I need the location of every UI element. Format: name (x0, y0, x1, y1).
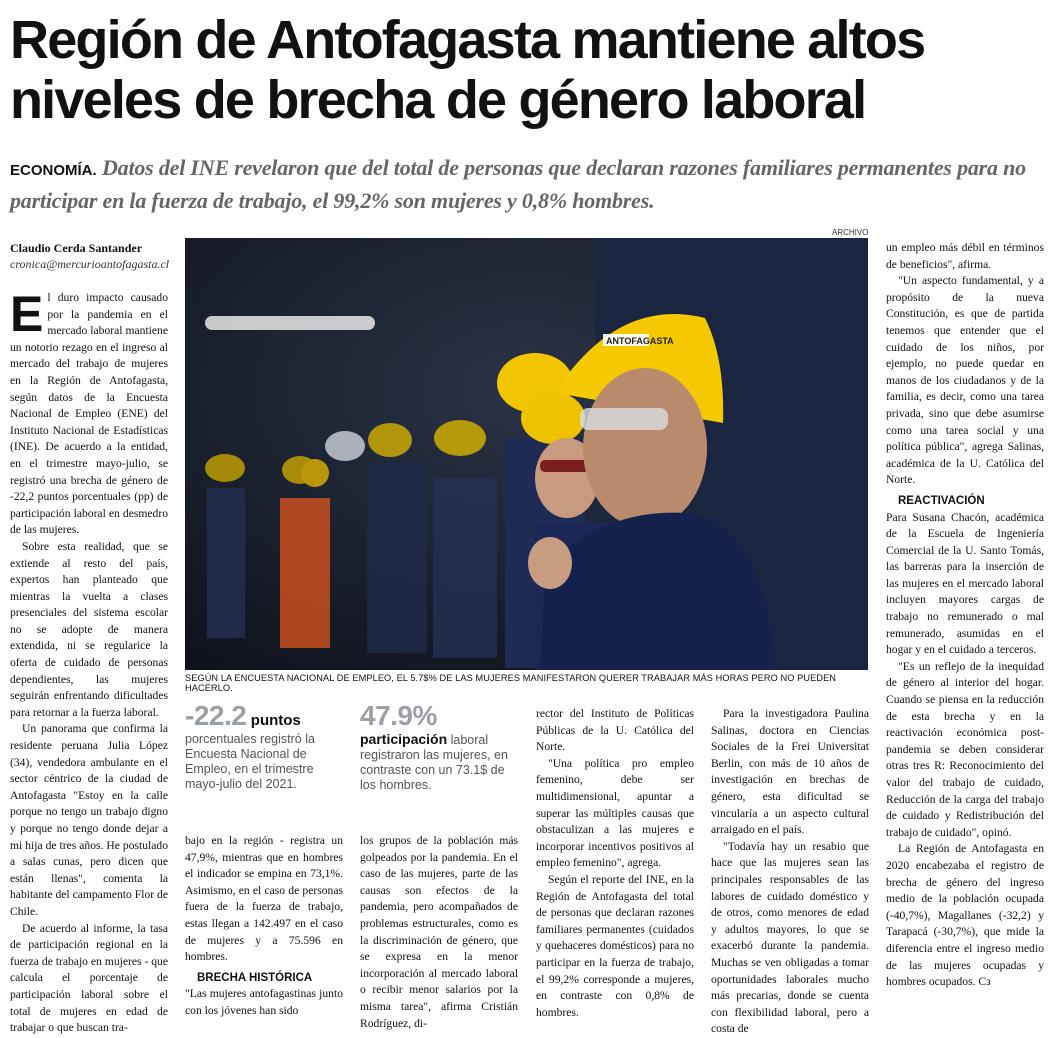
drop-cap: E (10, 286, 44, 342)
lead-paragraph (10, 153, 1045, 216)
col4-paragraph-3: Según el reporte del INE, en la Región de Antofagasta del total de personas que declaran razones familiares permanentes (cuidados y quehaceres domésticos) para no participar en la fuerza de trabajo, el 99,2% corresponde a mujeres, en contraste con 0,8% de hombres. (536, 872, 694, 1019)
stat-1-unit: puntos (250, 712, 301, 729)
stat-2-unit: participación (360, 731, 448, 747)
stat-2-description: laboral registraron las mujeres, en contraste con un 73.1$ de los hombres. (360, 733, 508, 792)
col6-paragraph-1: un empleo más débil en términos de beneficios", afirma. (886, 241, 1044, 271)
col2-paragraph-2: "Las mujeres antofagastinas junto con los jóvenes han sido (185, 987, 343, 1017)
headline: Región de Antofagasta mantiene altos niveles de brecha de género laboral (10, 10, 925, 130)
stat-box-2 (360, 700, 520, 793)
col6-paragraph-4: "Es un reflejo de la inequidad de género al interior del hogar. Cuando se piensa en la reducción de esta brecha y en la reactivación económica post-pandemia se deben considerar otras tres R: Reconocimiento del valor del trabajo de cuidado, Reducción de la carga del trabajo de cuidado y Redistribución del trabajo de cuidado", opinó. (886, 659, 1044, 839)
col6-paragraph-2: "Un aspecto fundamental, y a propósito de la nueva Constitución, es que de partida tenemos que entender que el cuidado de los niños, por ejemplo, no puede quedar en manos de los ciudadanos y de la familia, es decir, como una tarea privada, sino que debe asumirse como una tarea social y una política pública", agrega Salinas, académica de la U. Católica del Norte. (886, 274, 1044, 487)
stat-1-value: -22.2 (185, 700, 247, 731)
byline (10, 240, 169, 272)
col5-paragraph-1: Para la investigadora Paulina Salinas, doctora en Ciencias Sociales de la Frei Universitat Berlin, con más de 10 años de investigación en brechas de género, esta dificultad se vincularía a un aspecto cultural arraigado en el país. (711, 707, 869, 837)
col1-paragraph-4: De acuerdo al informe, la tasa de participación regional en la fuerza de trabajo en mujeres - que calcula el porcentaje de participación laboral sobre el total de mujeres en edad de trabajar o que buscan tra- (10, 921, 168, 1035)
byline-author: Claudio Cerda Santander (10, 241, 143, 255)
photo-caption: SEGÚN LA ENCUESTA NACIONAL DE EMPLEO, EL 5.7$% DE LAS MUJERES MANIFESTARON QUERER TRABAJAR MÁS HORAS PERO NO PUEDEN HACERLO. (185, 673, 837, 693)
news-photo (185, 238, 868, 670)
helmet-logo-text: ANTOFAGASTA (606, 336, 674, 346)
col3-paragraph-1: los grupos de la población más golpeados por la pandemia. En el caso de las mujeres, parte de las causas son efectos de la pandemia, pero acompañados de problemas estructurales, como es la discriminación de género, que se expresa en la menor incorporación al mercado laboral o recibir menor salarios por la misma tarea", afirma Cristián Rodríguez, di- (360, 834, 518, 1030)
stat-2-value: 47.9% (360, 700, 437, 731)
column-5 (711, 706, 869, 1038)
column-4 (536, 706, 694, 1021)
lead-text: Datos del INE revelaron que del total de personas que declaran razones familiares permanentes para no participar en la fuerza de trabajo, el 99,2% son mujeres y 0,8% hombres. (10, 155, 1026, 213)
col1-paragraph-3: Un panorama que confirma la residente peruana Julia López (34), vendedora ambulante en el sector céntrico de la ciudad de Antofagasta "Estoy en la calle porque no tengo un trabajo digno y porque no tengo donde dejar a mi hija de tres años. He postulado a salas cunas, pero dicen que están llenas", comenta la habitante del campamento Flor de Chile. (10, 722, 168, 918)
col6-paragraph-3: Para Susana Chacón, académica de la Escuela de Ingeniería Comercial de la U. Santo Tomás, las barreras para la inserción de las mujeres en el mercado laboral incluyen mayores cargas de trabajo no remunerado o mal remunerado, asumidas en el hogar y en el cuidado a terceros. (886, 510, 1044, 657)
col1-paragraph-1: l duro impacto causado por la pandemia en el mercado laboral mantiene un notorio rezago en el ingreso al mercado del trabajo de mujeres en la Región de Antofagasta, según datos de la Encuesta Nacional de Empleo (ENE) del Instituto Nacional de Estadísticas (INE). De acuerdo a la entidad, en el trimestre mayo-julio, se registró una brecha de género de -22,2 puntos porcentuales (pp) de participación laboral en desmedro de las mujeres. (10, 291, 168, 537)
column-2 (185, 833, 343, 1020)
column-6 (886, 240, 1044, 991)
section-kicker: ECONOMÍA. (10, 162, 97, 179)
workers-photo-illustration (185, 238, 868, 670)
stat-1-description: porcentuales registró la Encuesta Nacional de Empleo, en el trimestre mayo-julio del 2021. (185, 732, 315, 791)
col4-paragraph-2: "Una política pro empleo femenino, debe ser multidimensional, apuntar a superar las múltiples causas que obstaculizan a las mujeres e incorporar incentivos positivos al empleo femenino", agrega. (536, 756, 694, 870)
subhead-reactivacion: REACTIVACIÓN (898, 494, 985, 507)
col2-paragraph-1: bajo en la región - registra un 47,9%, mientras que en hombres el indicador se empina en 73,1%. Asimismo, en el caso de personas fuera de la fuerza de trabajo, estas llegan a 142.497 en el caso de mujeres y a 75.596 en hombres. (185, 834, 343, 964)
column-1 (10, 286, 168, 1037)
stat-box-1 (185, 700, 345, 792)
col5-paragraph-2: "Todavía hay un resabio que hace que las mujeres sean las principales responsables de las labores de cuidado doméstico y de otros, como menores de edad y adultos mayores, lo que se exacerbó durante la pandemia. Muchas se ven obligadas a tomar oportunidades laborales mucho más precarias, donde se cuenta con flexibilidad laboral, pero a costa de (711, 839, 869, 1036)
column-3 (360, 833, 518, 1032)
photo-credit: ARCHIVO (832, 228, 869, 237)
end-mark: Cз (978, 975, 991, 989)
col4-paragraph-1: rector del Instituto de Políticas Públicas de la U. Católica del Norte. (536, 707, 694, 754)
subhead-brecha-historica: BRECHA HISTÓRICA (197, 971, 313, 984)
col6-paragraph-5: La Región de Antofagasta en 2020 encabezaba el registro de brecha de género del ingreso medio de la población ocupada (-40,7%), Magallanes (-32,2) y Tarapacá (-30,7%), que mide la diferencia entre el ingreso medio de las mujeres ocupadas y hombres ocupados. (886, 842, 1044, 989)
byline-email[interactable]: cronica@mercurioantofagasta.cl (10, 257, 170, 271)
col1-paragraph-2: Sobre esta realidad, que se extiende al resto del país, expertos han planteado que mientras la vuelta a clases presenciales del sistema escolar no se adopte de manera extendida, ni se regularice la oferta de cuidado de personas dependientes, las mujeres seguirán enfrentando dificultades para retornar a la fuerza laboral. (10, 539, 168, 719)
